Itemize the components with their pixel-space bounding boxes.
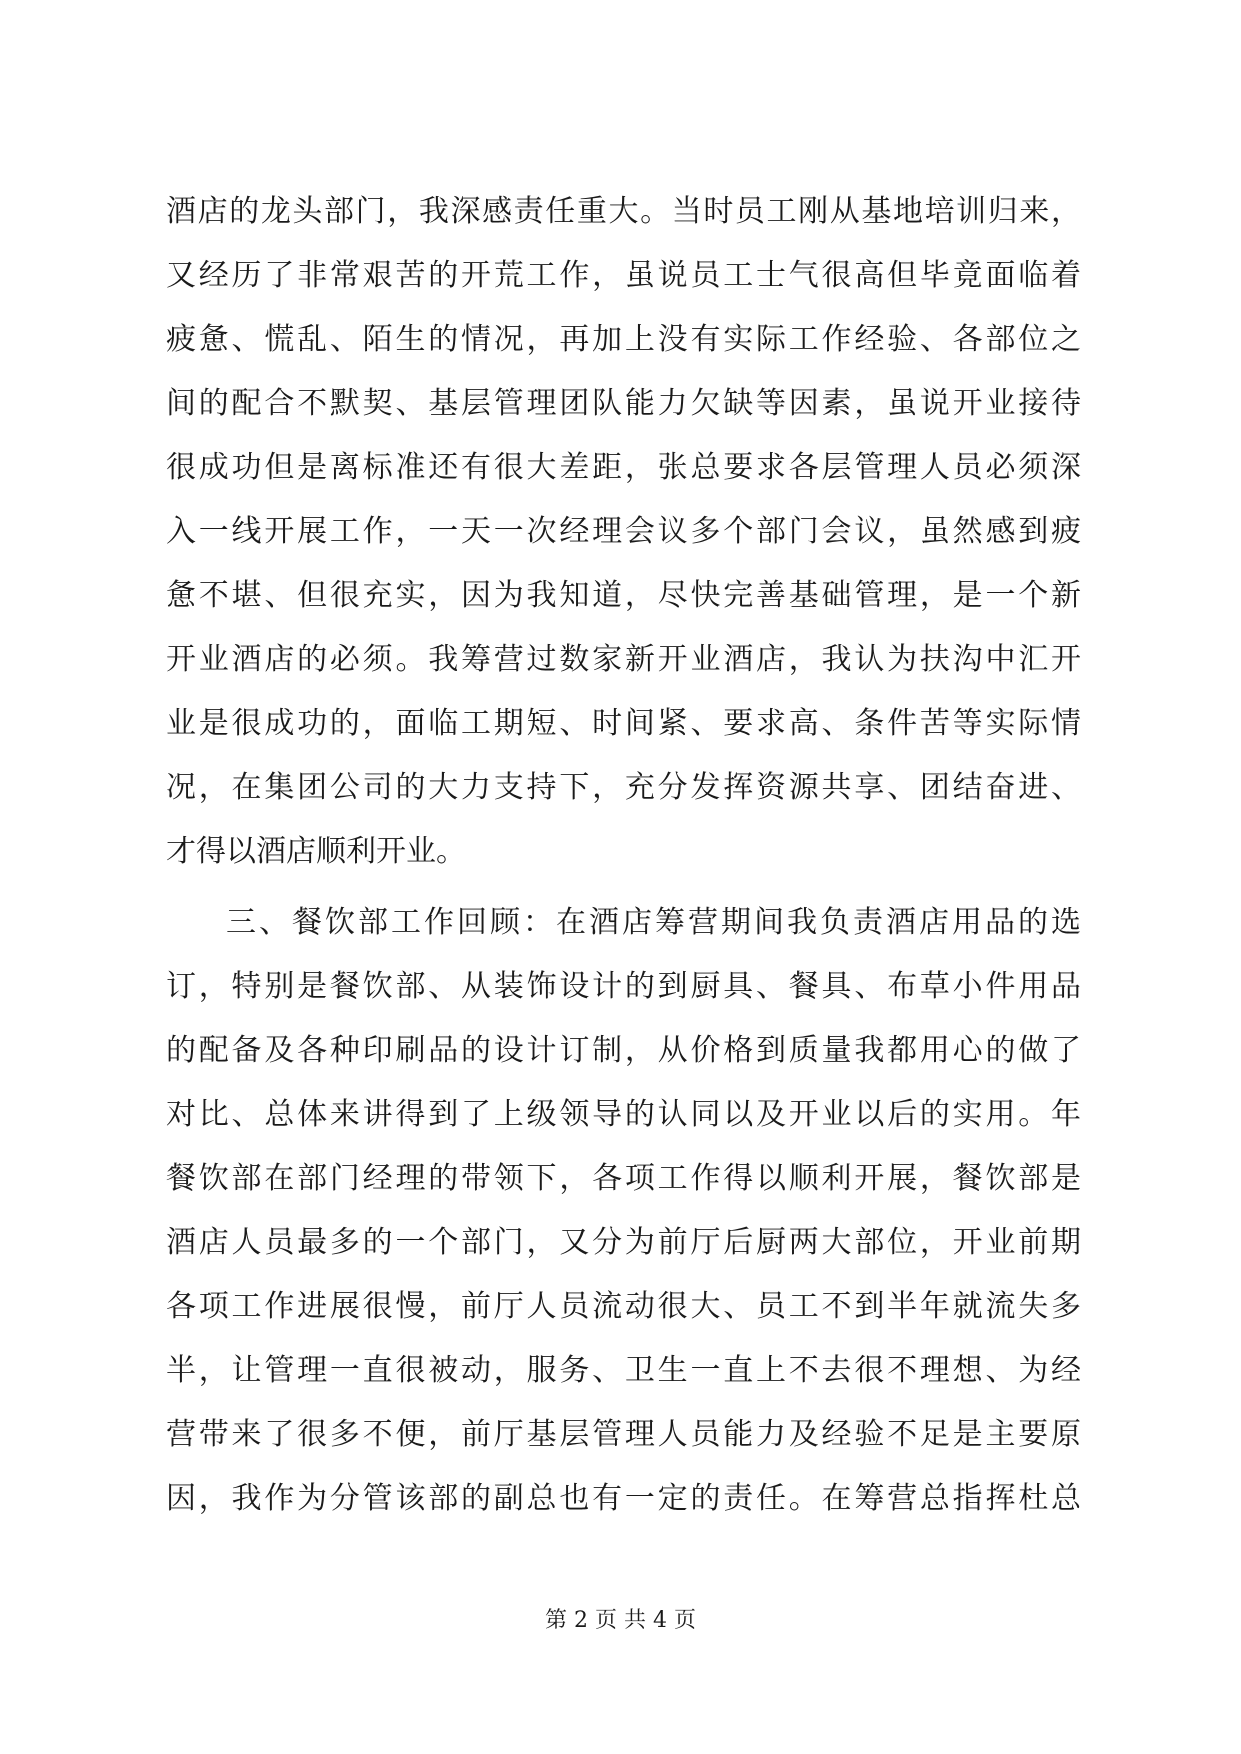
text-line: 对比、总体来讲得到了上级领导的认同以及开业以后的实用。年 xyxy=(166,1097,1081,1132)
text-line: 才得以酒店顺利开业。 xyxy=(166,834,466,869)
text-line: 订，特别是餐饮部、从装饰设计的到厨具、餐具、布草小件用品 xyxy=(166,969,1081,1004)
page-number-label: 第 2 页 共 4 页 xyxy=(545,1608,696,1633)
text-line: 疲惫、慌乱、陌生的情况，再加上没有实际工作经验、各部位之 xyxy=(166,322,1081,357)
text-line: 因，我作为分管该部的副总也有一定的责任。在筹营总指挥杜总 xyxy=(166,1481,1081,1516)
paragraph-2 xyxy=(166,891,1081,1531)
text-line: 开业酒店的必须。我筹营过数家新开业酒店，我认为扶沟中汇开 xyxy=(166,642,1081,677)
text-line: 惫不堪、但很充实，因为我知道，尽快完善基础管理，是一个新 xyxy=(166,578,1081,613)
text-line: 酒店人员最多的一个部门，又分为前厅后厨两大部位，开业前期 xyxy=(166,1225,1081,1260)
text-line: 的配备及各种印刷品的设计订制，从价格到质量我都用心的做了 xyxy=(166,1033,1081,1068)
text-line: 间的配合不默契、基层管理团队能力欠缺等因素，虽说开业接待 xyxy=(166,386,1081,421)
paragraph-1 xyxy=(166,180,1081,884)
text-line: 营带来了很多不便，前厅基层管理人员能力及经验不足是主要原 xyxy=(166,1417,1081,1452)
page-footer xyxy=(0,1606,1241,1636)
section-heading-line: 三、餐饮部工作回顾：在酒店筹营期间我负责酒店用品的选 xyxy=(226,905,1081,940)
text-line: 酒店的龙头部门，我深感责任重大。当时员工刚从基地培训归来， xyxy=(166,194,1081,229)
paragraph-gap xyxy=(166,884,1081,891)
text-line: 各项工作进展很慢，前厅人员流动很大、员工不到半年就流失多 xyxy=(166,1289,1081,1324)
text-line: 又经历了非常艰苦的开荒工作，虽说员工士气很高但毕竟面临着 xyxy=(166,258,1081,293)
text-line: 况，在集团公司的大力支持下，充分发挥资源共享、团结奋进、 xyxy=(166,770,1081,805)
text-line: 半，让管理一直很被动，服务、卫生一直上不去很不理想、为经 xyxy=(166,1353,1081,1388)
text-line: 业是很成功的，面临工期短、时间紧、要求高、条件苦等实际情 xyxy=(166,706,1081,741)
text-line: 很成功但是离标准还有很大差距，张总要求各层管理人员必须深 xyxy=(166,450,1081,485)
text-line: 餐饮部在部门经理的带领下，各项工作得以顺利开展，餐饮部是 xyxy=(166,1161,1081,1196)
text-line: 入一线开展工作，一天一次经理会议多个部门会议，虽然感到疲 xyxy=(166,514,1081,549)
document-body xyxy=(166,180,1081,1531)
